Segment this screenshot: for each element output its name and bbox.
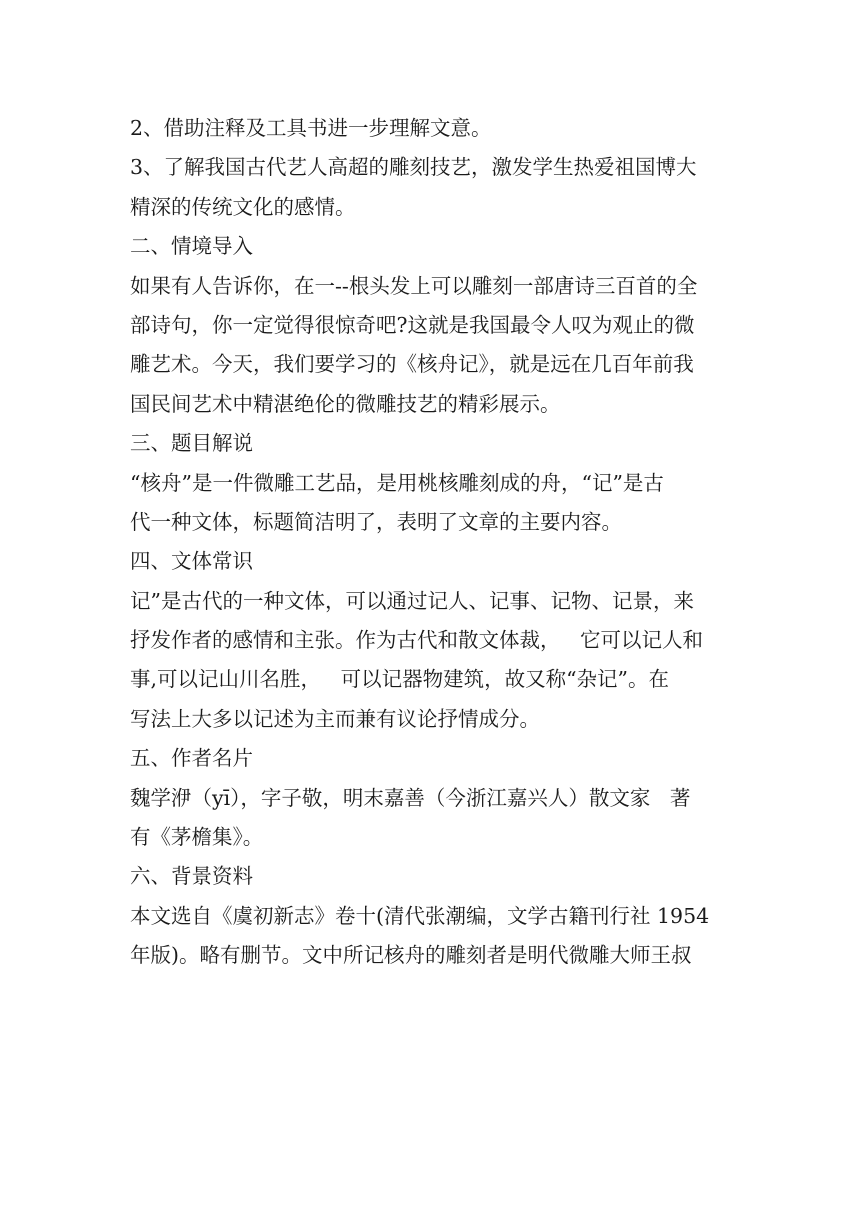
section-heading-title-explanation: 三、题目解说: [130, 431, 253, 456]
section-heading-background: 六、背景资料: [130, 864, 253, 889]
text-line: “核舟”是一件微雕工艺品，是用桃核雕刻成的舟，“记”是古: [130, 470, 664, 495]
text-line: 抒发作者的感情和主张。作为古代和散文体裁， 它可以记人和: [130, 628, 704, 653]
text-line: 本文选自《虞初新志》卷十(清代张潮编，文学古籍刊行社 1954: [130, 903, 710, 928]
section-heading-intro: 二、情境导入: [130, 234, 253, 259]
section-heading-author: 五、作者名片: [130, 746, 253, 771]
text-line: 写法上大多以记述为主而兼有议论抒情成分。: [130, 706, 540, 731]
text-line: 代一种文体，标题简洁明了，表明了文章的主要内容。: [130, 509, 622, 534]
text-line: 部诗句，你一定觉得很惊奇吧?这就是我国最令人叹为观止的微: [130, 312, 695, 337]
text-line: 如果有人告诉你，在一--根头发上可以雕刻一部唐诗三百首的全: [130, 273, 698, 298]
text-line: 记”是古代的一种文体，可以通过记人、记事、记物、记景，来: [130, 588, 694, 613]
document-body: [130, 109, 734, 976]
text-line: 事,可以记山川名胜， 可以记器物建筑，故又称“杂记”。在: [130, 667, 670, 692]
text-line: 魏学洢（yī），字子敬，明末嘉善（今浙江嘉兴人）散文家 著: [130, 785, 691, 810]
text-line: 2、借助注释及工具书进一步理解文意。: [130, 116, 492, 140]
text-line: 有《茅檐集》。: [130, 825, 264, 850]
section-heading-genre: 四、文体常识: [130, 549, 253, 574]
text-line: 精深的传统文化的感情。: [130, 194, 356, 219]
text-line: 年版)。略有删节。文中所记核舟的雕刻者是明代微雕大师王叔: [130, 943, 692, 968]
text-line: 雕艺术。今天，我们要学习的《核舟记》，就是远在几百年前我: [130, 352, 694, 377]
text-line: 3、了解我国古代艺人高超的雕刻技艺，激发学生热爱祖国博大: [130, 155, 697, 180]
text-line: 国民间艺术中精湛绝伦的微雕技艺的精彩展示。: [130, 391, 561, 416]
